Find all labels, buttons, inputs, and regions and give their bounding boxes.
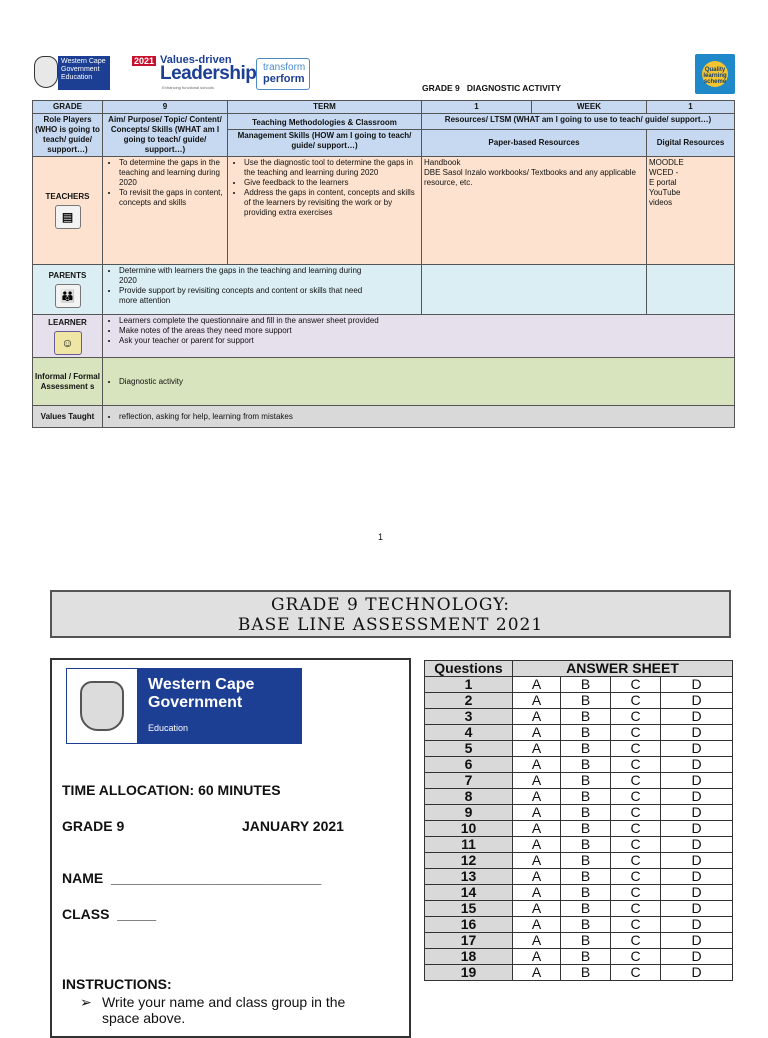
parent-icon: 👪 bbox=[55, 284, 81, 308]
col-aim: Aim/ Purpose/ Topic/ Content/ Concepts/ Skills (WHAT am I going to teach/ guide/ support…) bbox=[103, 114, 228, 157]
answer-option-a[interactable]: A bbox=[513, 757, 561, 773]
answer-row bbox=[425, 773, 733, 789]
questions-header: Questions bbox=[425, 661, 513, 677]
wcg-logo-name: Western Cape Government bbox=[148, 676, 255, 711]
answer-option-c[interactable]: C bbox=[611, 869, 661, 885]
answer-option-a[interactable]: A bbox=[513, 789, 561, 805]
answer-option-b[interactable]: B bbox=[561, 917, 611, 933]
question-number: 1 bbox=[425, 677, 513, 693]
logo-row bbox=[0, 0, 768, 100]
answer-row bbox=[425, 917, 733, 933]
answer-option-b[interactable]: B bbox=[561, 677, 611, 693]
tp-line2: perform bbox=[263, 73, 305, 85]
assessment-title bbox=[50, 590, 731, 638]
learner-item: • Ask your teacher or parent for support bbox=[119, 336, 732, 346]
wcg-logo bbox=[66, 668, 302, 744]
answer-option-d[interactable]: D bbox=[661, 741, 733, 757]
answer-option-a[interactable]: A bbox=[513, 837, 561, 853]
answer-row bbox=[425, 885, 733, 901]
header-row-1 bbox=[33, 114, 735, 130]
answer-option-c[interactable]: C bbox=[611, 693, 661, 709]
answer-option-d[interactable]: D bbox=[661, 837, 733, 853]
cover-grade: GRADE 9 bbox=[62, 818, 125, 834]
instruction-text: Write your name and class group in the bbox=[102, 994, 346, 1010]
answer-option-a[interactable]: A bbox=[513, 693, 561, 709]
answer-row bbox=[425, 725, 733, 741]
teachers-role bbox=[33, 157, 103, 265]
answer-option-b[interactable]: B bbox=[561, 853, 611, 869]
digital-item: E portal bbox=[649, 178, 677, 187]
instruction-item bbox=[80, 994, 345, 1026]
values-item: • reflection, asking for help, learning from mistakes bbox=[119, 412, 732, 422]
learner-item: • Make notes of the areas they need more support bbox=[119, 326, 732, 336]
digital-item: WCED - bbox=[649, 168, 679, 177]
answer-row bbox=[425, 933, 733, 949]
answer-sheet bbox=[424, 660, 733, 981]
answer-option-c[interactable]: C bbox=[611, 805, 661, 821]
answer-option-b[interactable]: B bbox=[561, 901, 611, 917]
answer-row bbox=[425, 965, 733, 981]
grade-value: 9 bbox=[103, 101, 228, 114]
question-number: 16 bbox=[425, 917, 513, 933]
col-method-2: Management Skills (HOW am I going to teach/ guide/ support…) bbox=[228, 129, 422, 156]
vdl-line2: Leadership bbox=[160, 63, 257, 84]
answer-option-c[interactable]: C bbox=[611, 709, 661, 725]
answer-option-d[interactable]: D bbox=[661, 869, 733, 885]
answer-option-c[interactable]: C bbox=[611, 725, 661, 741]
teachers-paper-1: Handbook bbox=[424, 158, 461, 167]
wcg-small-name: Western Cape Government bbox=[61, 58, 106, 73]
doc-heading: GRADE 9 DIAGNOSTIC ACTIVITY bbox=[422, 83, 562, 93]
question-number: 14 bbox=[425, 885, 513, 901]
answer-row bbox=[425, 709, 733, 725]
teachers-digital bbox=[647, 157, 735, 265]
wcg-small-logo bbox=[34, 56, 110, 90]
teachers-paper-2: DBE Sasol Inzalo workbooks/ Textbooks and any applicable resource, etc. bbox=[424, 168, 636, 187]
answer-row bbox=[425, 757, 733, 773]
answer-row bbox=[425, 869, 733, 885]
teachers-aim-item: • To revisit the gaps in content, concepts and skills bbox=[119, 188, 225, 208]
learner-role bbox=[33, 315, 103, 358]
answer-option-a[interactable]: A bbox=[513, 805, 561, 821]
answer-option-a[interactable]: A bbox=[513, 773, 561, 789]
learner-items bbox=[103, 315, 735, 358]
week-value: 1 bbox=[647, 101, 735, 114]
assessment-row bbox=[33, 358, 735, 406]
answer-row bbox=[425, 693, 733, 709]
answer-option-b[interactable]: B bbox=[561, 933, 611, 949]
grade-label: GRADE bbox=[33, 101, 103, 114]
cover-panel bbox=[50, 658, 411, 1038]
answer-option-c[interactable]: C bbox=[611, 837, 661, 853]
answer-row bbox=[425, 853, 733, 869]
arrow-bullet-icon: ➢ bbox=[80, 994, 92, 1010]
answer-option-a[interactable]: A bbox=[513, 741, 561, 757]
assessment-item: • Diagnostic activity bbox=[119, 377, 732, 387]
teachers-aim-item: • To determine the gaps in the teaching and learning during 2020 bbox=[119, 158, 225, 188]
answer-option-b[interactable]: B bbox=[561, 885, 611, 901]
teachers-row bbox=[33, 157, 735, 265]
answer-option-c[interactable]: C bbox=[611, 757, 661, 773]
answer-option-c[interactable]: C bbox=[611, 821, 661, 837]
answer-sheet-title: ANSWER SHEET bbox=[513, 661, 733, 677]
answer-option-d[interactable]: D bbox=[661, 677, 733, 693]
answer-option-a[interactable]: A bbox=[513, 917, 561, 933]
tp-line1: transform bbox=[263, 62, 306, 73]
answer-option-b[interactable]: B bbox=[561, 821, 611, 837]
teacher-icon: ▤ bbox=[55, 205, 81, 229]
values-row bbox=[33, 406, 735, 428]
term-value: 1 bbox=[422, 101, 532, 114]
answer-option-c[interactable]: C bbox=[611, 741, 661, 757]
week-label: WEEK bbox=[532, 101, 647, 114]
answer-row bbox=[425, 901, 733, 917]
col-method-1: Teaching Methodologies & Classroom bbox=[228, 114, 422, 130]
answer-option-a[interactable]: A bbox=[513, 949, 561, 965]
col-resources: Resources/ LTSM (WHAT am I going to use to teach/ guide/ support…) bbox=[422, 114, 735, 130]
answer-option-a[interactable]: A bbox=[513, 821, 561, 837]
parents-row bbox=[33, 265, 735, 315]
answer-option-a[interactable]: A bbox=[513, 885, 561, 901]
answer-option-d[interactable]: D bbox=[661, 805, 733, 821]
parents-items bbox=[103, 265, 422, 315]
teachers-method-item: • Address the gaps in content, concepts and skills of the learners by revisiting the work or by providing extra exercises bbox=[244, 188, 419, 218]
answer-option-a[interactable]: A bbox=[513, 853, 561, 869]
teachers-method-item: • Use the diagnostic tool to determine the gaps in the teaching and learning during 2020 bbox=[244, 158, 419, 178]
answer-option-d[interactable]: D bbox=[661, 917, 733, 933]
coat-of-arms-icon bbox=[66, 668, 138, 744]
col-digital: Digital Resources bbox=[647, 129, 735, 156]
answer-option-b[interactable]: B bbox=[561, 709, 611, 725]
answer-row bbox=[425, 821, 733, 837]
parents-item: • Determine with learners the gaps in the teaching and learning during 2020 bbox=[119, 266, 379, 286]
answer-option-b[interactable]: B bbox=[561, 805, 611, 821]
answer-option-a[interactable]: A bbox=[513, 709, 561, 725]
answer-option-c[interactable]: C bbox=[611, 949, 661, 965]
question-number: 8 bbox=[425, 789, 513, 805]
transform-perform-logo bbox=[256, 58, 310, 90]
parents-label: PARENTS bbox=[48, 271, 87, 280]
answer-option-c[interactable]: C bbox=[611, 789, 661, 805]
term-label: TERM bbox=[228, 101, 422, 114]
answer-row bbox=[425, 789, 733, 805]
teachers-paper bbox=[422, 157, 647, 265]
answer-option-c[interactable]: C bbox=[611, 901, 661, 917]
values-items bbox=[103, 406, 735, 428]
vdl-line1: Values-driven bbox=[160, 54, 232, 66]
answer-row bbox=[425, 741, 733, 757]
answer-option-d[interactable]: D bbox=[661, 773, 733, 789]
assessment-items bbox=[103, 358, 735, 406]
teachers-label: TEACHERS bbox=[45, 192, 90, 201]
answer-option-a[interactable]: A bbox=[513, 677, 561, 693]
answer-option-d[interactable]: D bbox=[661, 709, 733, 725]
col-paper: Paper-based Resources bbox=[422, 129, 647, 156]
answer-header-row bbox=[425, 661, 733, 677]
question-number: 15 bbox=[425, 901, 513, 917]
question-number: 17 bbox=[425, 933, 513, 949]
question-number: 5 bbox=[425, 741, 513, 757]
learner-icon: ☺ bbox=[54, 331, 82, 355]
cover-date: JANUARY 2021 bbox=[242, 818, 344, 834]
teachers-method-item: • Give feedback to the learners bbox=[244, 178, 419, 188]
question-number: 9 bbox=[425, 805, 513, 821]
assessment-label: Informal / Formal Assessment s bbox=[33, 358, 103, 406]
question-number: 18 bbox=[425, 949, 513, 965]
answer-option-d[interactable]: D bbox=[661, 725, 733, 741]
parents-role bbox=[33, 265, 103, 315]
learner-label: LEARNER bbox=[48, 317, 87, 327]
grade-row bbox=[33, 101, 735, 114]
question-number: 3 bbox=[425, 709, 513, 725]
question-number: 6 bbox=[425, 757, 513, 773]
values-driven-leadership-logo bbox=[130, 54, 257, 92]
answer-option-a[interactable]: A bbox=[513, 869, 561, 885]
vdl-line3: Enhancing functional schools bbox=[162, 85, 214, 90]
answer-option-a[interactable]: A bbox=[513, 901, 561, 917]
answer-row bbox=[425, 949, 733, 965]
title-line2: BASE LINE ASSESSMENT 2021 bbox=[237, 615, 544, 635]
answer-option-c[interactable]: C bbox=[611, 885, 661, 901]
parents-item: • Provide support by revisiting concepts and content or skills that need more attention bbox=[119, 286, 379, 306]
digital-item: YouTube bbox=[649, 188, 681, 197]
parents-paper bbox=[422, 265, 647, 315]
answer-option-b[interactable]: B bbox=[561, 693, 611, 709]
instruction-text-cont: space above. bbox=[102, 1010, 186, 1026]
answer-option-b[interactable]: B bbox=[561, 773, 611, 789]
answer-row bbox=[425, 805, 733, 821]
vdl-year: 2021 bbox=[134, 56, 155, 66]
wcg-small-sub: Education bbox=[61, 74, 93, 81]
question-number: 12 bbox=[425, 853, 513, 869]
answer-option-d[interactable]: D bbox=[661, 821, 733, 837]
qls-text: Quality learning scheme bbox=[702, 61, 728, 87]
parents-digital bbox=[647, 265, 735, 315]
coat-of-arms-icon bbox=[34, 56, 58, 88]
answer-option-b[interactable]: B bbox=[561, 965, 611, 981]
title-line1: GRADE 9 TECHNOLOGY: bbox=[270, 595, 511, 615]
learner-row bbox=[33, 315, 735, 358]
answer-option-c[interactable]: C bbox=[611, 773, 661, 789]
teachers-aim bbox=[103, 157, 228, 265]
learner-item: • Learners complete the questionnaire and fill in the answer sheet provided bbox=[119, 316, 732, 326]
col-role-players: Role Players (WHO is going to teach/ guide/ support…) bbox=[33, 114, 103, 157]
digital-item: MOODLE bbox=[649, 158, 684, 167]
answer-option-b[interactable]: B bbox=[561, 725, 611, 741]
quality-learning-scheme-logo bbox=[695, 54, 735, 94]
answer-option-b[interactable]: B bbox=[561, 757, 611, 773]
answer-option-d[interactable]: D bbox=[661, 901, 733, 917]
wcg-logo-sub: Education bbox=[148, 723, 189, 733]
answer-option-a[interactable]: A bbox=[513, 933, 561, 949]
answer-option-b[interactable]: B bbox=[561, 869, 611, 885]
name-field[interactable]: NAME ___________________________ bbox=[62, 870, 322, 886]
question-number: 10 bbox=[425, 821, 513, 837]
time-allocation: TIME ALLOCATION: 60 MINUTES bbox=[62, 782, 281, 798]
answer-option-d[interactable]: D bbox=[661, 853, 733, 869]
answer-option-d[interactable]: D bbox=[661, 757, 733, 773]
answer-option-d[interactable]: D bbox=[661, 789, 733, 805]
digital-item: videos bbox=[649, 198, 673, 207]
answer-option-d[interactable]: D bbox=[661, 693, 733, 709]
answer-option-c[interactable]: C bbox=[611, 677, 661, 693]
planning-table bbox=[32, 100, 735, 428]
instructions-heading: INSTRUCTIONS: bbox=[62, 976, 172, 992]
answer-option-a[interactable]: A bbox=[513, 725, 561, 741]
class-field[interactable]: CLASS _____ bbox=[62, 906, 157, 922]
answer-option-c[interactable]: C bbox=[611, 917, 661, 933]
answer-option-b[interactable]: B bbox=[561, 741, 611, 757]
answer-option-b[interactable]: B bbox=[561, 837, 611, 853]
answer-option-d[interactable]: D bbox=[661, 885, 733, 901]
question-number: 13 bbox=[425, 869, 513, 885]
question-number: 7 bbox=[425, 773, 513, 789]
answer-option-b[interactable]: B bbox=[561, 789, 611, 805]
answer-option-b[interactable]: B bbox=[561, 949, 611, 965]
answer-option-c[interactable]: C bbox=[611, 853, 661, 869]
answer-option-d[interactable]: D bbox=[661, 933, 733, 949]
question-number: 4 bbox=[425, 725, 513, 741]
page-number: 1 bbox=[378, 532, 384, 542]
answer-row bbox=[425, 677, 733, 693]
answer-row bbox=[425, 837, 733, 853]
answer-option-a[interactable]: A bbox=[513, 965, 561, 981]
answer-option-c[interactable]: C bbox=[611, 933, 661, 949]
question-number: 2 bbox=[425, 693, 513, 709]
teachers-method bbox=[228, 157, 422, 265]
answer-option-c[interactable]: C bbox=[611, 965, 661, 981]
values-label: Values Taught bbox=[33, 406, 103, 428]
question-number: 19 bbox=[425, 965, 513, 981]
answer-option-d[interactable]: D bbox=[661, 965, 733, 981]
answer-option-d[interactable]: D bbox=[661, 949, 733, 965]
question-number: 11 bbox=[425, 837, 513, 853]
